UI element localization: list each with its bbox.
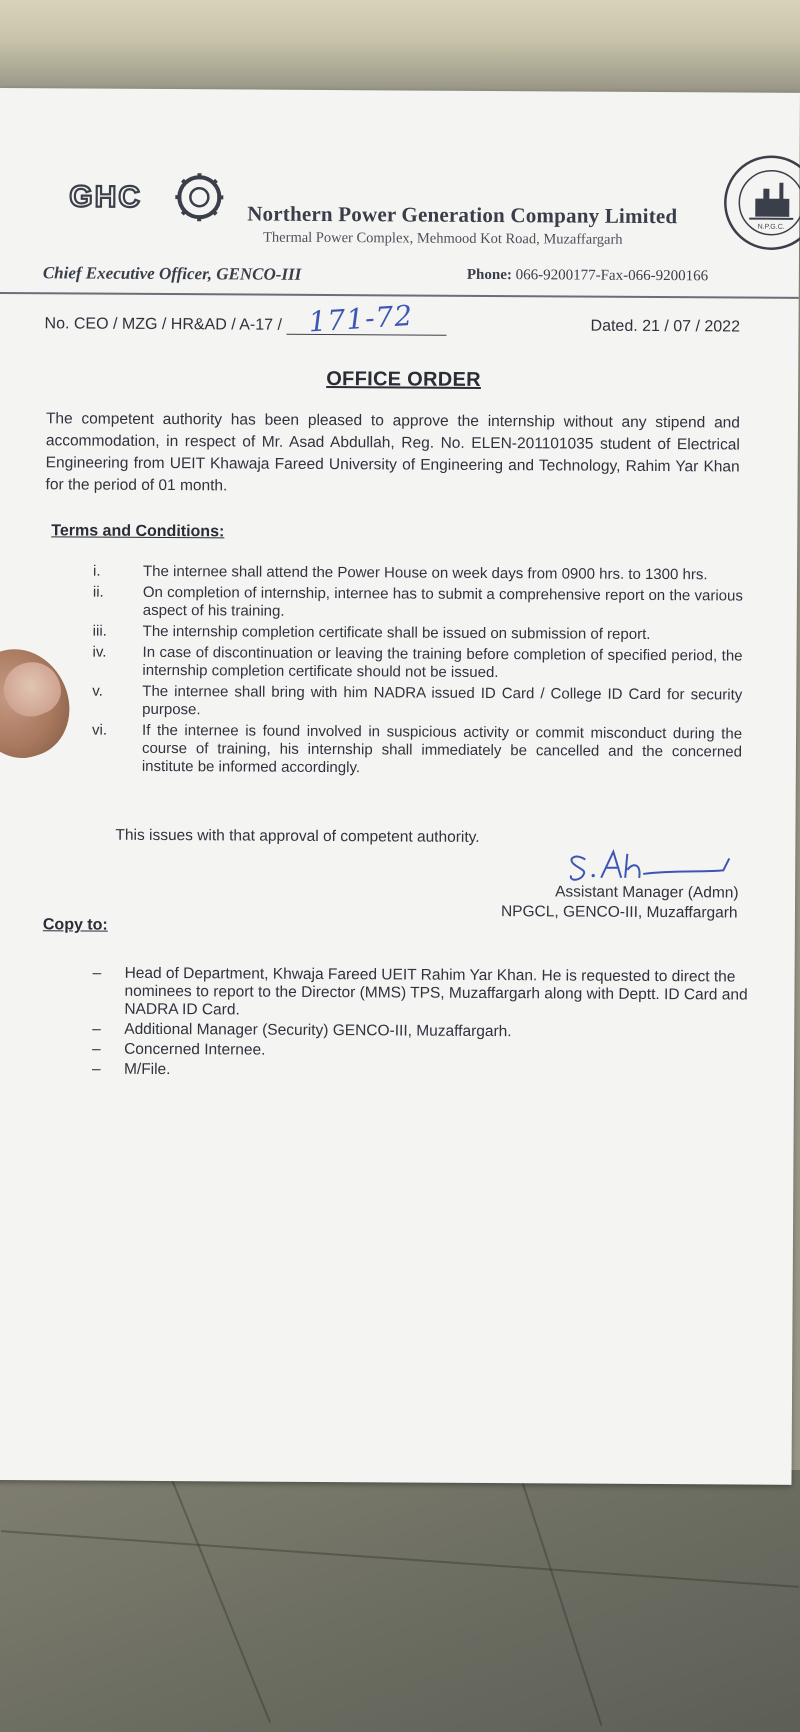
- term-item: [92, 722, 742, 780]
- term-number: iv.: [92, 643, 107, 661]
- office-order-document: [0, 88, 800, 1485]
- company-seal: [721, 152, 800, 253]
- term-text: If the internee is found involved in suspicious activity or commit misconduct during the course of training, his internship shall immediately be cancelled and the concerned institute be informed accordingly.: [141, 721, 743, 777]
- copy-to-heading: Copy to:: [42, 916, 108, 934]
- company-address: Thermal Power Complex, Mehmood Kot Road, Muzaffargarh: [263, 229, 623, 248]
- floor-tile-seam: [171, 1479, 271, 1723]
- term-text: The internee shall bring with him NADRA issued ID Card / College ID Card for security purpose.: [142, 682, 743, 719]
- reference-number: [44, 298, 447, 339]
- order-title: OFFICE ORDER: [326, 367, 482, 391]
- term-number: i.: [92, 562, 101, 580]
- phone-label: Phone:: [466, 266, 512, 284]
- term-item: [92, 683, 742, 723]
- terms-heading: Terms and Conditions:: [51, 522, 225, 541]
- background-wall: [0, 0, 800, 100]
- copy-to-item: [92, 1041, 752, 1063]
- dash-bullet: –: [92, 1040, 101, 1058]
- copy-to-text: Additional Manager (Security) GENCO-III, Muzaffargarh.: [124, 1020, 512, 1041]
- signatory-organization: NPGCL, GENCO-III, Muzaffargarh: [500, 903, 738, 922]
- ghc-logo: [67, 166, 227, 227]
- handwritten-reference: 171-72: [307, 298, 414, 339]
- term-text: The internship completion certificate shall be issued on submission of report.: [142, 622, 651, 643]
- term-text: On completion of internship, internee has to submit a comprehensive report on the various aspect of his training.: [142, 583, 743, 620]
- power-plant-icon: [755, 183, 789, 217]
- dash-bullet: –: [92, 964, 102, 982]
- term-number: v.: [92, 682, 103, 700]
- header-divider: [0, 292, 799, 299]
- phone-fax: [467, 267, 708, 285]
- term-text: In case of discontinuation or leaving the training before completion of specified period, the internship completion certificate should not be issued.: [142, 643, 743, 682]
- phone-value: 066-9200177-Fax-066-9200166: [515, 267, 709, 285]
- copy-to-text: M/File.: [123, 1060, 171, 1079]
- order-body: The competent authority has been pleased to approve the internship without any stipend and accommodation, in respect of Mr. Asad Abdullah, Reg. No. ELEN-201101035 student of Electrical Engineering from UEIT Khawaja Fareed University of Engineering and Technology, Rahim Yar Khan for the period of 01 month.: [45, 410, 741, 495]
- reference-prefix: No. CEO / MZG / HR&AD / A-17 /: [44, 315, 282, 334]
- term-item: [93, 584, 743, 624]
- copy-to-item: [92, 1061, 752, 1083]
- term-item: [93, 623, 743, 645]
- term-item: [92, 644, 742, 684]
- term-number: vi.: [92, 721, 108, 739]
- floor-tile-seam: [520, 1476, 603, 1726]
- reference-blank: [286, 298, 446, 339]
- signatory-title: Assistant Manager (Admn): [555, 883, 739, 902]
- term-number: ii.: [92, 583, 104, 601]
- svg-text:GHC: GHC: [69, 180, 143, 214]
- terms-list: [92, 563, 743, 783]
- term-item: [93, 563, 743, 585]
- ceo-designation: Chief Executive Officer, GENCO-III: [42, 263, 302, 284]
- copy-to-text: Head of Department, Khwaja Fareed UEIT Rahim Yar Khan. He is requested to direct the nominees to report to the Director (MMS) TPS, Muzaffargarh along with Deptt. ID Card and NADRA ID Card.: [124, 964, 748, 1019]
- term-text: The internee shall attend the Power House on week days from 0900 hrs. to 1300 hrs.: [142, 562, 708, 584]
- floor-tile-seam: [1, 1530, 799, 1588]
- dash-bullet: –: [92, 1020, 101, 1038]
- signature: [563, 839, 743, 884]
- order-date: Dated. 21 / 07 / 2022: [590, 317, 741, 336]
- copy-to-item: [92, 965, 752, 1023]
- copy-to-item: [92, 1021, 752, 1043]
- copy-to-list: [92, 965, 753, 1085]
- term-number: iii.: [92, 622, 107, 640]
- issues-statement: This issues with that approval of competent authority.: [115, 826, 480, 846]
- company-name: Northern Power Generation Company Limited: [247, 201, 678, 229]
- background-floor: [0, 1470, 800, 1732]
- svg-text:N.P.G.C.: N.P.G.C.: [757, 223, 785, 231]
- dash-bullet: –: [91, 1060, 101, 1078]
- copy-to-text: Concerned Internee.: [124, 1040, 266, 1059]
